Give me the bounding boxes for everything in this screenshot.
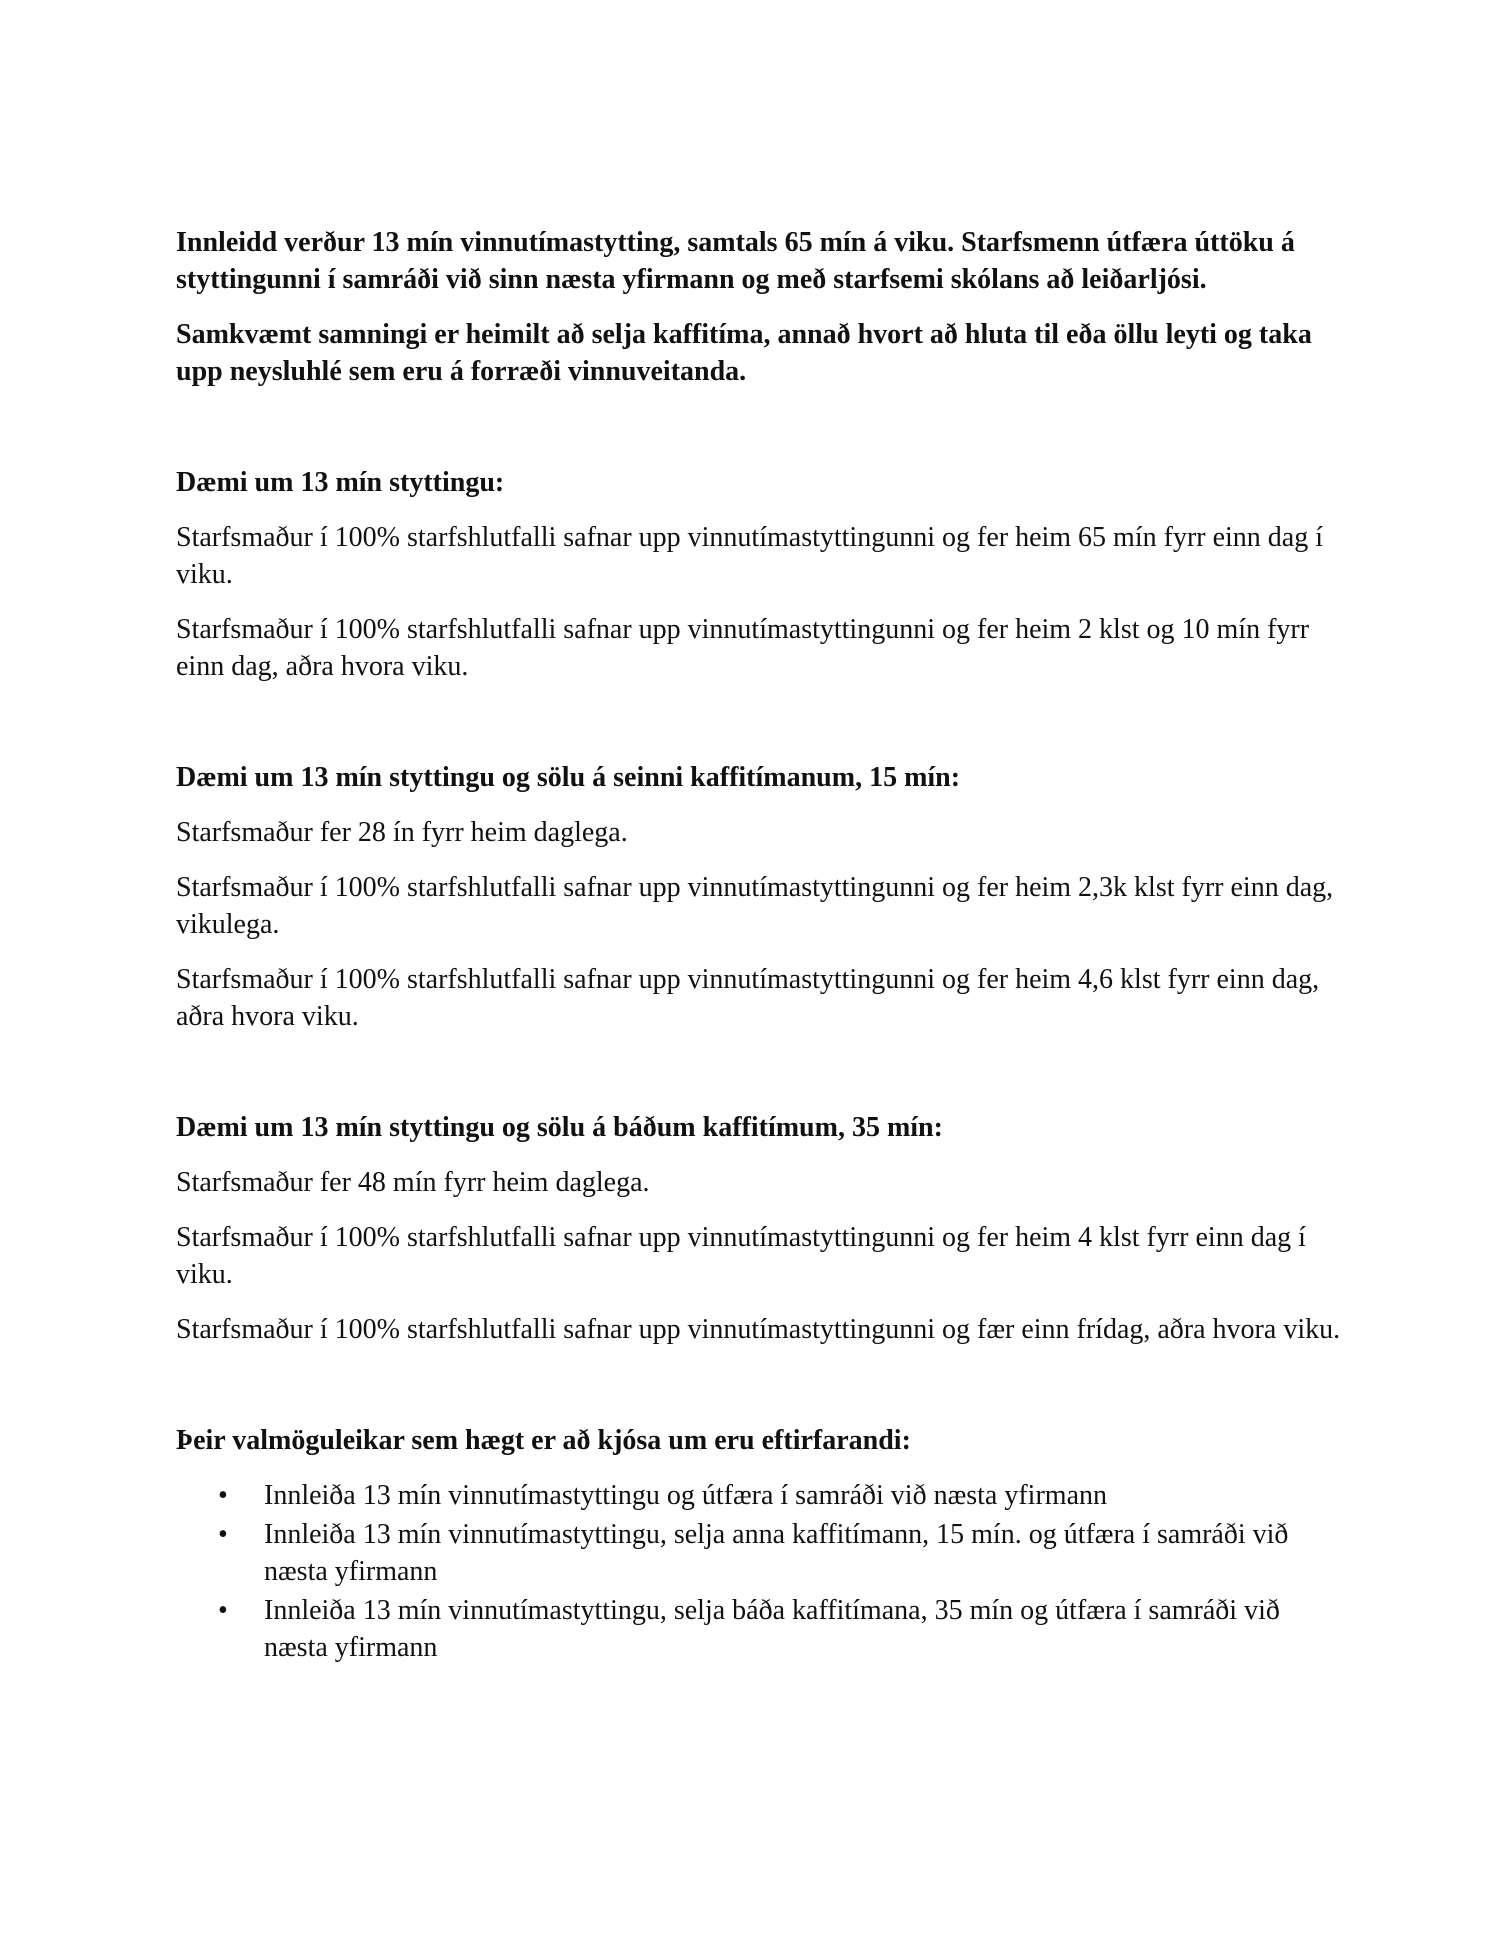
intro-paragraph-1: Innleidd verður 13 mín vinnutímastytting, samtals 65 mín á viku. Starfsmenn útfæra úttöku á styttingunni í samráði við sinn næsta yfirmann og með starfsemi skólans að leiðarljósi. <box>176 227 1295 295</box>
section-paragraph: Starfsmaður fer 28 ín fyrr heim daglega. <box>176 817 628 848</box>
bullet-icon: • <box>218 1480 228 1511</box>
section-heading: Dæmi um 13 mín styttingu: <box>176 467 505 498</box>
spacer <box>176 703 1346 759</box>
bullet-icon: • <box>218 1595 228 1626</box>
intro-paragraph-2: Samkvæmt samningi er heimilt að selja kaffitíma, annað hvort að hluta til eða öllu leyti og taka upp neysluhlé sem eru á forræði vinnuveitanda. <box>176 319 1312 387</box>
options-list <box>176 1477 1346 1666</box>
section-paragraph: Starfsmaður í 100% starfshlutfalli safnar upp vinnutímastyttingunni og fer heim 65 mín fyrr einn dag í viku. <box>176 522 1324 590</box>
spacer <box>176 1053 1346 1109</box>
section-heading: Dæmi um 13 mín styttingu og sölu á seinni kaffitímanum, 15 mín: <box>176 762 961 793</box>
section-heading: Dæmi um 13 mín styttingu og sölu á báðum kaffitímum, 35 mín: <box>176 1112 943 1143</box>
list-item <box>176 1592 1346 1666</box>
bullet-icon: • <box>218 1519 228 1550</box>
list-item-text: Innleiða 13 mín vinnutímastyttingu, selja báða kaffitímana, 35 mín og útfæra í samráði við næsta yfirmann <box>264 1595 1280 1663</box>
section-paragraph: Starfsmaður í 100% starfshlutfalli safnar upp vinnutímastyttingunni og fer heim 2 klst og 10 mín fyrr einn dag, aðra hvora viku. <box>176 614 1310 682</box>
section-example-2 <box>176 759 1346 1035</box>
section-example-1 <box>176 464 1346 685</box>
section-paragraph: Starfsmaður í 100% starfshlutfalli safnar upp vinnutímastyttingunni og fer heim 4 klst fyrr einn dag í viku. <box>176 1222 1306 1290</box>
section-example-3 <box>176 1109 1346 1348</box>
options-heading: Þeir valmöguleikar sem hægt er að kjósa um eru eftirfarandi: <box>176 1425 911 1456</box>
document-page <box>176 224 1346 1668</box>
section-paragraph: Starfsmaður fer 48 mín fyrr heim daglega. <box>176 1167 650 1198</box>
list-item-text: Innleiða 13 mín vinnutímastyttingu og útfæra í samráði við næsta yfirmann <box>264 1480 1107 1511</box>
spacer <box>176 408 1346 464</box>
list-item <box>176 1516 1346 1590</box>
section-paragraph: Starfsmaður í 100% starfshlutfalli safnar upp vinnutímastyttingunni og fer heim 4,6 klst fyrr einn dag, aðra hvora viku. <box>176 964 1320 1032</box>
spacer <box>176 1366 1346 1422</box>
section-paragraph: Starfsmaður í 100% starfshlutfalli safnar upp vinnutímastyttingunni og fer heim 2,3k klst fyrr einn dag, vikulega. <box>176 872 1334 940</box>
list-item-text: Innleiða 13 mín vinnutímastyttingu, selja anna kaffitímann, 15 mín. og útfæra í samráði við næsta yfirmann <box>264 1519 1289 1587</box>
list-item <box>176 1477 1346 1514</box>
section-paragraph: Starfsmaður í 100% starfshlutfalli safnar upp vinnutímastyttingunni og fær einn frídag, aðra hvora viku. <box>176 1314 1341 1345</box>
options-section <box>176 1422 1346 1666</box>
